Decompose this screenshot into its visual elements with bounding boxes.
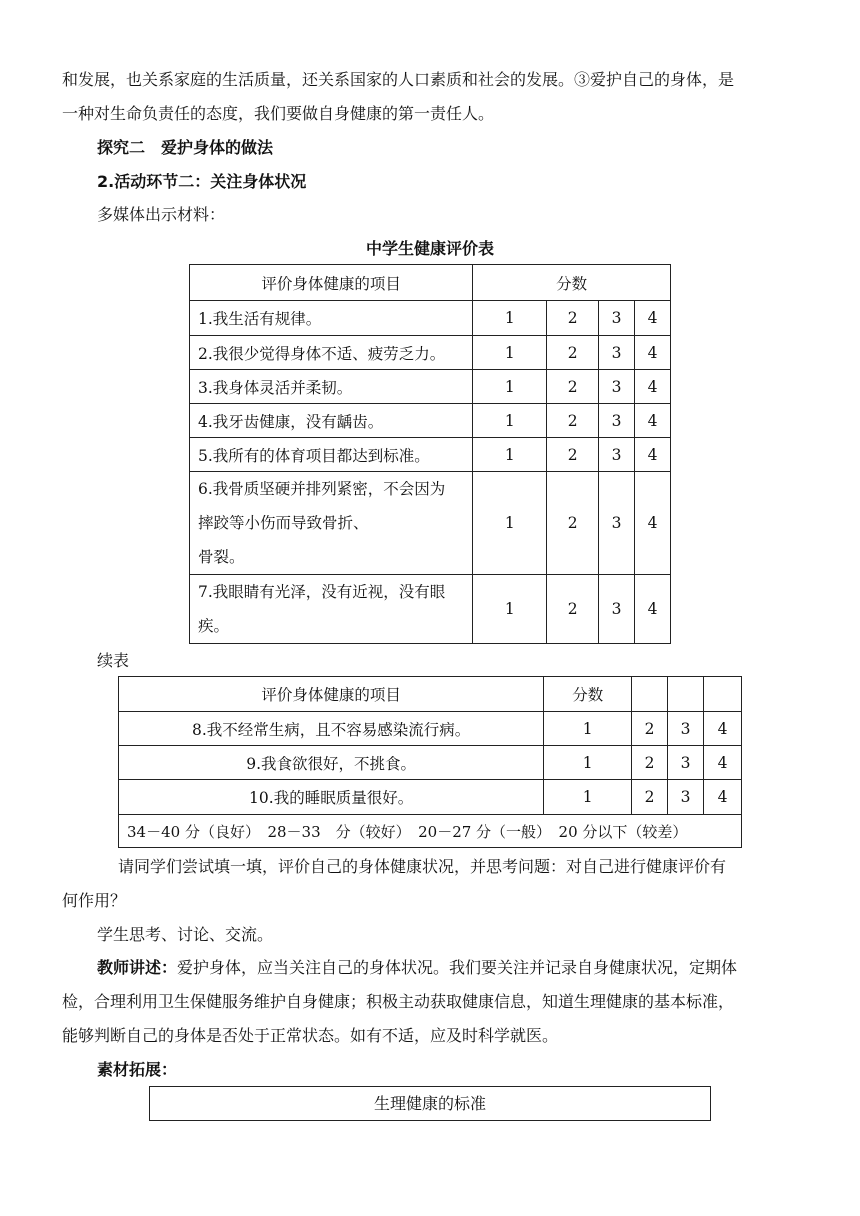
score-3: 3 <box>668 712 704 746</box>
student-activity: 学生思考、讨论、交流。 <box>97 925 274 944</box>
row-item-line: 摔跤等小伤而导致骨折、 <box>198 514 369 532</box>
table-row <box>190 472 671 575</box>
row-item: 3.我身体灵活并柔韧。 <box>190 370 473 404</box>
row-item <box>190 575 473 644</box>
score-3: 3 <box>599 575 635 644</box>
table2-header-empty <box>632 677 668 712</box>
score-2: 2 <box>547 438 599 472</box>
score-4: 4 <box>635 370 671 404</box>
intro-line-1: 和发展，也关系家庭的生活质量，还关系国家的人口素质和社会的发展。③爱护自己的身体，是 <box>62 70 735 89</box>
row-item: 8.我不经常生病，且不容易感染流行病。 <box>119 712 544 746</box>
table-row <box>119 780 742 815</box>
score-4: 4 <box>704 746 742 780</box>
section-heading: 探究二 爱护身体的做法 <box>97 138 274 157</box>
table-row <box>190 438 671 472</box>
continued-label: 续表 <box>97 651 130 670</box>
score-2: 2 <box>632 780 668 815</box>
score-1: 1 <box>473 370 547 404</box>
table-row <box>119 712 742 746</box>
score-3: 3 <box>599 370 635 404</box>
row-item <box>190 472 473 575</box>
score-3: 3 <box>599 336 635 370</box>
row-item: 10.我的睡眠质量很好。 <box>119 780 544 815</box>
table2-header-item: 评价身体健康的项目 <box>119 677 544 712</box>
prompt-line-1: 请同学们尝试填一填，评价自己的身体健康状况，并思考问题：对自己进行健康评价有 <box>118 857 727 876</box>
score-2: 2 <box>547 301 599 336</box>
table-row <box>190 404 671 438</box>
score-3: 3 <box>599 301 635 336</box>
teacher-label: 教师讲述： <box>97 958 178 977</box>
score-1: 1 <box>473 438 547 472</box>
health-evaluation-table <box>189 264 671 644</box>
score-1: 1 <box>544 780 632 815</box>
activity-heading: 2.活动环节二：关注身体状况 <box>97 172 307 191</box>
health-evaluation-table-continued <box>118 676 742 848</box>
score-4: 4 <box>635 301 671 336</box>
table2-header-empty <box>668 677 704 712</box>
score-3: 3 <box>599 472 635 575</box>
score-3: 3 <box>668 780 704 815</box>
intro-line-2: 一种对生命负责任的态度，我们要做自身健康的第一责任人。 <box>62 104 495 123</box>
grading-row <box>119 815 742 848</box>
table2-header-empty <box>704 677 742 712</box>
table2-header-score: 分数 <box>544 677 632 712</box>
teacher-line-1 <box>97 958 737 978</box>
score-4: 4 <box>635 575 671 644</box>
score-4: 4 <box>704 780 742 815</box>
table1-header-score: 分数 <box>473 265 671 301</box>
table1-header-item: 评价身体健康的项目 <box>190 265 473 301</box>
table2-header-row <box>119 677 742 712</box>
table-row <box>190 301 671 336</box>
score-4: 4 <box>635 336 671 370</box>
score-4: 4 <box>635 438 671 472</box>
score-1: 1 <box>473 575 547 644</box>
score-3: 3 <box>599 438 635 472</box>
table-row <box>190 370 671 404</box>
table-row <box>190 575 671 644</box>
score-1: 1 <box>473 472 547 575</box>
score-4: 4 <box>635 472 671 575</box>
row-item: 4.我牙齿健康，没有龋齿。 <box>190 404 473 438</box>
teacher-text: 爱护身体，应当关注自己的身体状况。我们要关注并记录自身健康状况，定期体 <box>177 958 738 977</box>
table-row <box>190 336 671 370</box>
row-item: 1.我生活有规律。 <box>190 301 473 336</box>
score-1: 1 <box>544 746 632 780</box>
score-1: 1 <box>473 336 547 370</box>
box-title: 生理健康的标准 <box>149 1086 711 1121</box>
teacher-line-3: 能够判断自己的身体是否处于正常状态。如有不适，应及时科学就医。 <box>62 1026 559 1045</box>
prompt-line-2: 何作用？ <box>62 891 127 910</box>
row-item-line: 7.我眼睛有光泽，没有近视，没有眼 <box>198 583 446 601</box>
score-2: 2 <box>632 746 668 780</box>
row-item: 9.我食欲很好，不挑食。 <box>119 746 544 780</box>
score-2: 2 <box>547 404 599 438</box>
row-item-line: 6.我骨质坚硬并排列紧密，不会因为 <box>198 480 446 498</box>
score-1: 1 <box>473 301 547 336</box>
score-3: 3 <box>599 404 635 438</box>
row-item-line: 骨裂。 <box>198 548 245 566</box>
score-1: 1 <box>473 404 547 438</box>
score-4: 4 <box>704 712 742 746</box>
row-item: 5.我所有的体育项目都达到标准。 <box>190 438 473 472</box>
score-3: 3 <box>668 746 704 780</box>
row-item-line: 疾。 <box>198 617 230 635</box>
score-4: 4 <box>635 404 671 438</box>
grading-scale: 34－40 分（良好） 28－33 分（较好） 20－27 分（一般） 20 分以下（较差） <box>119 815 742 848</box>
table1-title: 中学生健康评价表 <box>365 239 494 258</box>
score-2: 2 <box>547 575 599 644</box>
score-2: 2 <box>547 472 599 575</box>
score-2: 2 <box>632 712 668 746</box>
row-item: 2.我很少觉得身体不适、疲劳乏力。 <box>190 336 473 370</box>
material-intro: 多媒体出示材料： <box>97 205 226 224</box>
score-2: 2 <box>547 336 599 370</box>
table-row <box>119 746 742 780</box>
material-extension: 素材拓展： <box>97 1060 178 1079</box>
teacher-line-2: 检，合理利用卫生保健服务维护自身健康；积极主动获取健康信息，知道生理健康的基本标准， <box>62 992 735 1011</box>
score-2: 2 <box>547 370 599 404</box>
table1-header-row <box>190 265 671 301</box>
score-1: 1 <box>544 712 632 746</box>
